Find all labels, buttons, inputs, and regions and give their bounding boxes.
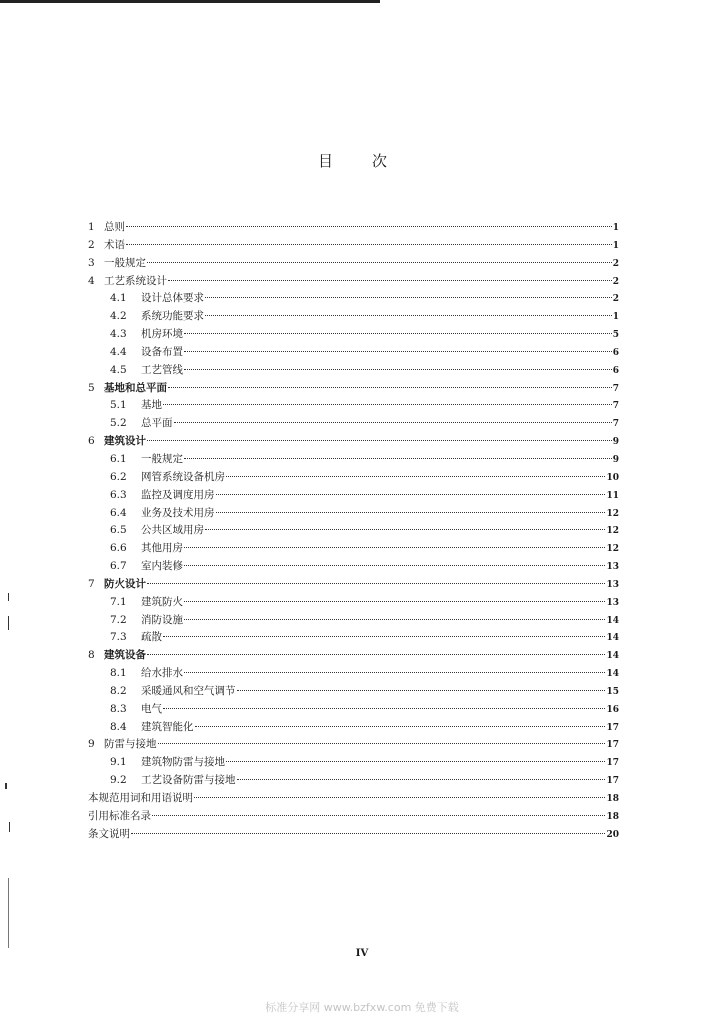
dot-leader [147,583,605,584]
dot-leader [184,458,612,459]
toc-entry-number: 4 [88,274,95,287]
toc-entry [88,701,619,719]
dot-leader [163,708,605,709]
toc-entry-number: 8 [88,649,95,662]
toc-entry-number: 6 [88,435,95,448]
dot-leader [126,244,612,245]
toc-entry-page: 1 [612,223,619,233]
toc-entry-page: 1 [612,312,619,323]
toc-entry-page: 17 [606,722,619,733]
toc-entry-page: 2 [612,258,619,269]
toc-entry-number: 9.1 [110,756,127,769]
toc-entry-number: 8.4 [110,720,127,733]
toc-entry [88,683,619,701]
dot-leader [184,351,612,352]
toc-entry-number: 1 [88,221,95,233]
toc-entry-number: 4.5 [110,363,127,376]
toc-entry [88,540,619,558]
toc-entry [88,397,619,415]
toc-entry-number: 5.1 [110,399,127,412]
scan-top-rule [0,0,380,3]
dot-leader [147,262,612,263]
toc-entry-number: 5.2 [110,417,127,430]
toc-entry [88,219,619,237]
toc-entry [88,719,619,737]
toc-entry-number: 6.5 [110,524,127,537]
toc-entry-page: 7 [612,383,619,394]
toc-entry [88,380,619,398]
toc-entry-page: 2 [612,294,619,305]
toc-entry [88,558,619,576]
toc-entry-title: 业务及技术用房 [141,506,215,519]
toc-entry-number: 8.3 [110,702,127,715]
toc-entry [88,594,619,612]
toc-entry-number: 7 [88,577,95,590]
toc-entry-page: 18 [606,811,619,822]
toc-entry-number: 7.3 [110,631,127,644]
toc-entry-page: 6 [612,347,619,358]
toc-entry [88,469,619,487]
toc-entry-number: 6.3 [110,488,127,501]
dot-leader [226,761,605,762]
toc-entry [88,451,619,469]
toc-entry [88,344,619,362]
toc-entry [88,576,619,594]
toc-entry-title: 消防设施 [141,613,183,626]
dot-leader [184,619,605,620]
toc-entry-number: 9 [88,738,95,751]
toc-entry [88,647,619,665]
toc-entry [88,362,619,380]
toc-entry-number: 2 [88,238,95,251]
toc-entry-page: 2 [612,276,619,287]
toc-entry [88,433,619,451]
scan-edge-mark [5,783,7,789]
toc-entry-page: 9 [612,437,619,448]
toc-entry [88,273,619,291]
toc-entry-page: 17 [606,740,619,751]
toc-entry [88,522,619,540]
toc-entry [88,790,619,808]
toc-entry [88,736,619,754]
toc-entry-number: 4.2 [110,310,127,323]
dot-leader [131,833,605,834]
toc-entry-title: 网管系统设备机房 [141,470,225,483]
dot-leader [205,315,612,316]
toc-entry-title: 系统功能要求 [141,310,204,323]
toc-entry-page: 12 [606,526,619,537]
scan-edge-mark [8,616,9,630]
dot-leader [216,512,606,513]
toc-entry-page: 7 [612,419,619,430]
toc-entry-number: 5 [88,381,95,394]
dot-leader [168,387,612,388]
toc-entry-number: 6.4 [110,506,127,519]
dot-leader [205,297,612,298]
toc-entry-title: 一般规定 [104,256,146,269]
toc-entry [88,665,619,683]
dot-leader [184,547,605,548]
toc-entry-title: 其他用房 [141,542,183,555]
toc-entry-title: 本规范用词和用语说明 [88,792,193,804]
toc-entry [88,754,619,772]
toc-entry-page: 5 [612,330,619,341]
toc-entry-number: 9.2 [110,774,127,787]
toc-entry-title: 工艺管线 [141,363,183,376]
toc-entry-page: 14 [606,669,619,680]
toc-entry-title: 设计总体要求 [141,292,204,305]
toc-entry-title: 公共区域用房 [141,524,204,537]
toc-entry-page: 9 [612,454,619,465]
toc-entry-title: 工艺系统设计 [104,274,167,287]
toc-entry-page: 13 [606,562,619,573]
page-number: IV [355,948,369,959]
dot-leader [184,333,612,334]
toc-entry [88,505,619,523]
toc-entry [88,487,619,505]
toc-entry-title: 设备布置 [141,345,183,358]
toc-entry-title: 建筑防火 [141,595,183,608]
dot-leader [163,404,612,405]
toc-entry-page: 12 [606,544,619,555]
toc-entry-page: 7 [612,401,619,412]
dot-leader [174,422,612,423]
toc-entry [88,290,619,308]
toc-entry [88,772,619,790]
dot-leader [158,743,606,744]
toc-entry-title: 基地 [141,399,162,412]
toc-entry-title: 总则 [104,221,125,233]
toc-entry-number: 4.3 [110,328,127,341]
toc-entry-number: 8.2 [110,684,127,697]
toc-entry-title: 引用标准名录 [88,809,151,822]
toc-entry-number: 6.2 [110,470,127,483]
dot-leader [195,726,606,727]
site-watermark: 标准分享网 www.bzfxw.com 免费下载 [265,1001,459,1014]
toc-entry-title: 工艺设备防雷与接地 [141,774,236,787]
dot-leader [163,636,605,637]
toc-entry-title: 防火设计 [104,577,146,590]
toc-entry-number: 7.1 [110,595,127,608]
toc-entry-number: 6.6 [110,542,127,555]
toc-entry-title: 室内装修 [141,560,183,573]
toc-entry-title: 条文说明 [88,827,130,840]
dot-leader [237,779,606,780]
toc-entry-title: 建筑设备 [104,649,146,662]
toc-entry-title: 电气 [141,702,162,715]
toc-entry [88,612,619,630]
dot-leader [184,601,605,602]
toc-entry [88,237,619,255]
toc-entry-page: 20 [606,829,619,840]
scan-edge-mark [8,593,9,601]
toc-entry-page: 17 [606,758,619,769]
toc-entry-title: 基地和总平面 [104,381,167,394]
dot-leader [147,654,605,655]
toc-entry-title: 一般规定 [141,452,183,465]
toc-entry-title: 建筑物防雷与接地 [141,756,225,769]
toc-entry-page: 13 [606,579,619,590]
dot-leader [226,476,605,477]
dot-leader [184,369,612,370]
dot-leader [168,280,612,281]
scan-edge-mark [9,822,10,832]
toc-entry-page: 10 [606,472,619,483]
scan-edge-mark [8,878,9,948]
toc-entry-title: 术语 [104,238,125,251]
title-char: 次 [372,152,388,170]
toc-entry-page: 14 [606,615,619,626]
toc-entry [88,629,619,647]
toc-entry [88,326,619,344]
toc-entry-page: 1 [612,240,619,251]
toc-entry-page: 16 [606,704,619,715]
toc-entry-number: 7.2 [110,613,127,626]
toc-entry-title: 采暖通风和空气调节 [141,684,236,697]
toc-entry-number: 6.1 [110,452,127,465]
toc-entry-number: 6.7 [110,560,127,573]
toc-entry-number: 4.1 [110,292,127,305]
toc-entry-page: 6 [612,365,619,376]
toc-entry-title: 防雷与接地 [104,738,157,751]
toc-entry [88,415,619,433]
dot-leader [216,494,606,495]
table-of-contents [88,219,619,844]
toc-entry-page: 14 [606,651,619,662]
dot-leader [205,529,605,530]
toc-entry-title: 给水排水 [141,667,183,680]
toc-entry [88,808,619,826]
toc-entry-page: 17 [606,776,619,787]
toc-entry-title: 机房环境 [141,328,183,341]
dot-leader [184,565,605,566]
dot-leader [152,815,605,816]
toc-entry-number: 4.4 [110,345,127,358]
dot-leader [194,797,605,798]
toc-entry-page: 13 [606,597,619,608]
toc-entry-number: 8.1 [110,667,127,680]
toc-entry-page: 14 [606,633,619,644]
dot-leader [147,440,612,441]
toc-entry [88,308,619,326]
dot-leader [237,690,606,691]
toc-entry [88,826,619,844]
toc-entry-title: 建筑智能化 [141,720,194,733]
toc-entry-page: 18 [606,794,619,804]
toc-entry-title: 监控及调度用房 [141,488,215,501]
toc-entry-number: 3 [88,256,95,269]
toc-entry-page: 12 [606,508,619,519]
toc-entry-title: 总平面 [141,417,173,430]
toc-entry [88,255,619,273]
dot-leader [184,672,605,673]
title-char: 目 [318,152,334,170]
toc-entry-title: 建筑设计 [104,435,146,448]
toc-entry-page: 15 [606,686,619,697]
toc-entry-title: 疏散 [141,631,162,644]
dot-leader [126,226,612,227]
toc-entry-page: 11 [606,490,619,501]
